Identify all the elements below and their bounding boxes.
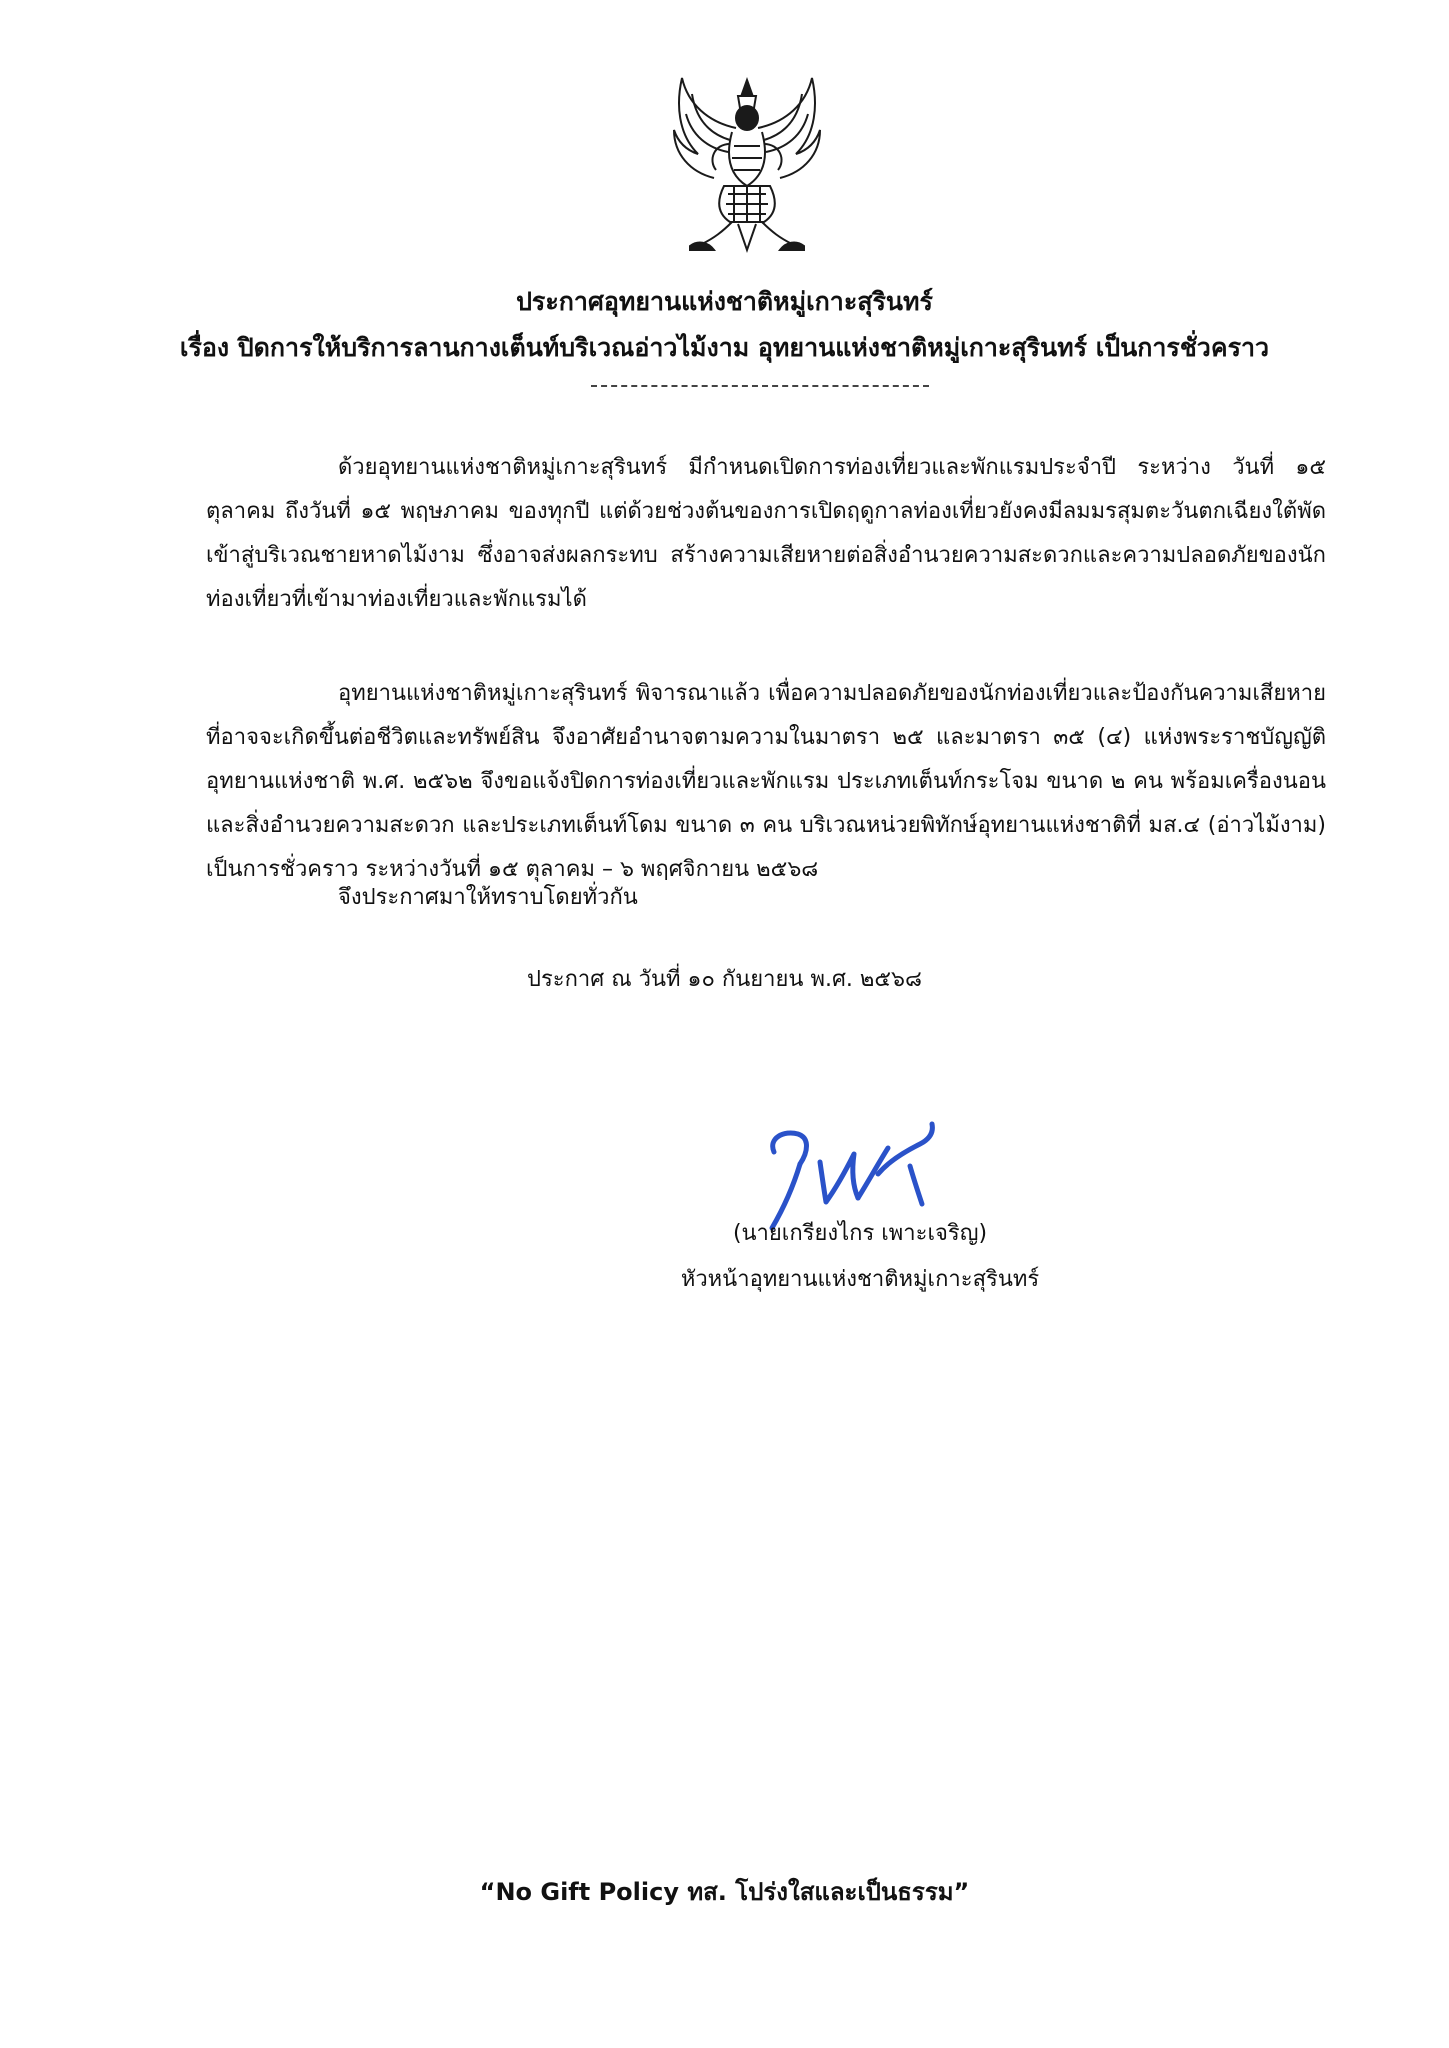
footer-slogan: “No Gift Policy ทส. โปร่งใสและเป็นธรรม” (479, 1878, 970, 1906)
announcement-date: ประกาศ ณ วันที่ ๑๐ กันยายน พ.ศ. ๒๕๖๘ (527, 967, 922, 992)
handwritten-signature (728, 1104, 948, 1234)
body-paragraph-3: จึงประกาศมาให้ทราบโดยทั่วกัน (338, 885, 638, 910)
body-paragraph-2: อุทยานแห่งชาติหมู่เกาะสุรินทร์ พิจารณาแล้ว เพื่อความปลอดภัยของนักท่องเที่ยวและป้องกันความเสียหายที่อาจจะเกิดขึ้นต่อชีวิตและทรัพย์สิน จึงอาศัยอำนาจตามความในมาตรา ๒๕ และมาตรา ๓๕ (๔) แห่งพระราชบัญญัติอุทยานแห่งชาติ พ.ศ. ๒๕๖๒ จึงขอแจ้งปิดการท่องเที่ยวและพักแรม ประเภทเต็นท์กระโจม ขนาด ๒ คน พร้อมเครื่องนอน และสิ่งอำนวยความสะดวก และประเภทเต็นท์โดม ขนาด ๓ คน บริเวณหน่วยพิทักษ์อุทยานแห่งชาติที่ มส.๔ (อ่าวไม้งาม) เป็นการชั่วคราว ระหว่างวันที่ ๑๕ ตุลาคม – ๖ พฤศจิกายน ๒๕๖๘ (206, 681, 1326, 882)
title-divider (591, 385, 929, 387)
body-paragraph-1: ด้วยอุทยานแห่งชาติหมู่เกาะสุรินทร์ มีกำหนดเปิดการท่องเที่ยวและพักแรมประจำปี ระหว่าง วันที่ ๑๕ ตุลาคม ถึงวันที่ ๑๕ พฤษภาคม ของทุกปี แต่ด้วยช่วงต้นของการเปิดฤดูกาลท่องเที่ยวยังคงมีลมมรสุมตะวันตกเฉียงใต้พัดเข้าสู่บริเวณชายหาดไม้งาม ซึ่งอาจส่งผลกระทบ สร้างความเสียหายต่อสิ่งอำนวยความสะดวกและความปลอดภัยของนักท่องเที่ยวที่เข้ามาท่องเที่ยวและพักแรมได้ (206, 455, 1326, 612)
signer-name: (นายเกรียงไกร เพาะเจริญ) (732, 1221, 988, 1246)
announcement-title: ประกาศอุทยานแห่งชาติหมู่เกาะสุรินทร์ (516, 287, 933, 316)
garuda-emblem-icon (668, 74, 826, 260)
signer-position: หัวหน้าอุทยานแห่งชาติหมู่เกาะสุรินทร์ (680, 1267, 1040, 1292)
announcement-subject: เรื่อง ปิดการให้บริการลานกางเต็นท์บริเวณอ่าวไม้งาม อุทยานแห่งชาติหมู่เกาะสุรินทร์ เป็นการชั่วคราว (179, 333, 1270, 362)
